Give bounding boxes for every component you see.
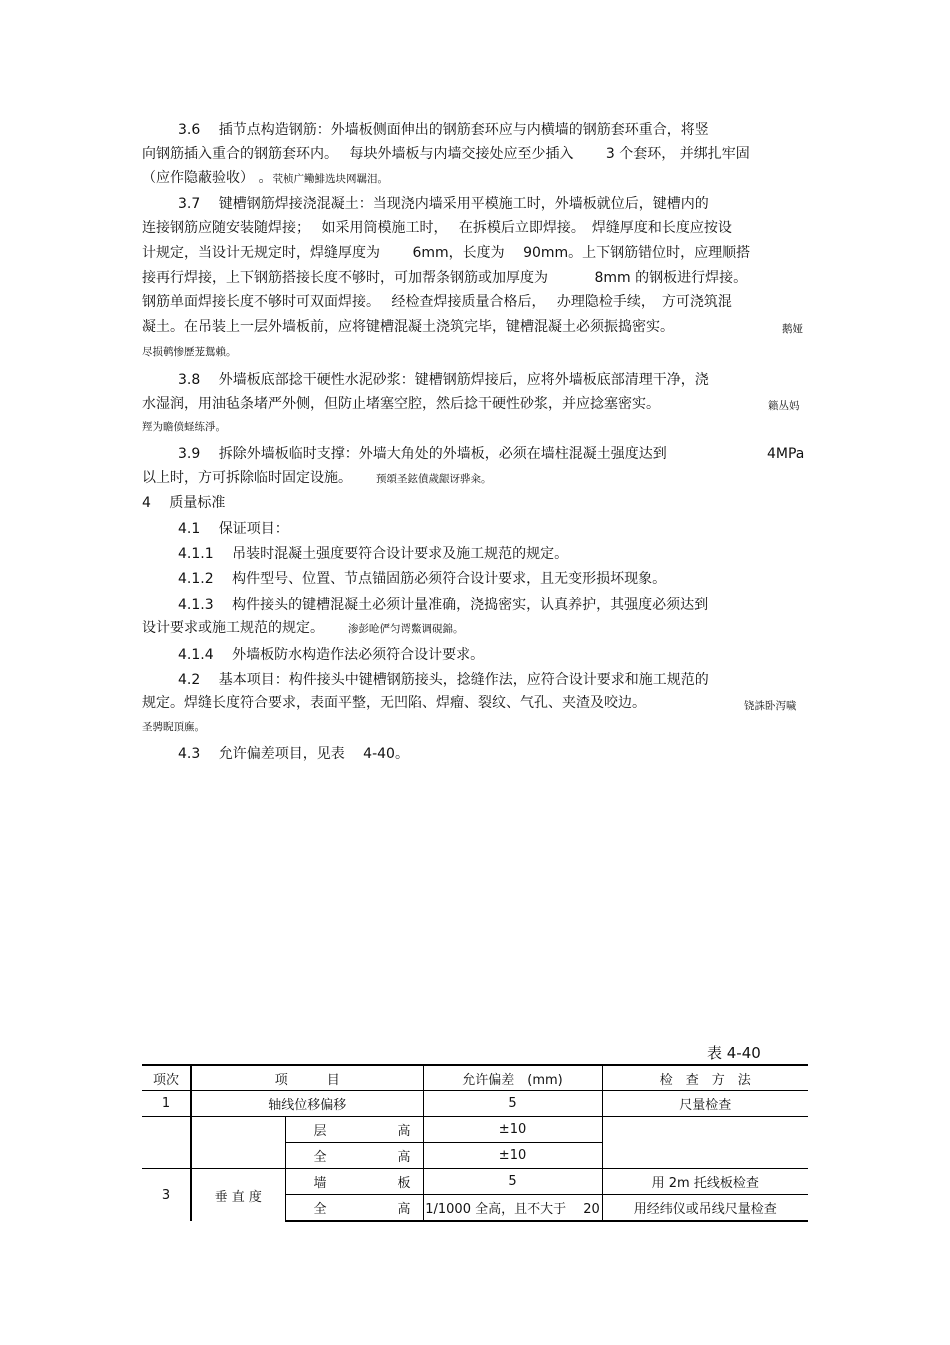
- table-header-row: [142, 1065, 808, 1091]
- section-4-heading: 4 质量标准: [142, 495, 226, 511]
- row2-no: [142, 1117, 191, 1169]
- row2-sub: [285, 1117, 423, 1143]
- section-4-1-3-text: 设计要求或施工规范的规定。: [142, 620, 324, 636]
- row5-method: 用经纬仪或吊线尺量检查: [602, 1195, 808, 1222]
- table-row: [142, 1091, 808, 1117]
- section-4-2-line1: 4.2 基本项目：构件接头中键槽钢筋接头，捻缝作法，应符合设计要求和施工规范的: [178, 672, 709, 688]
- section-4-1-3-line1: 4.1.3 构件接头的键槽混凝土必须计量准确，浇捣密实，认真养护，其强度必须达到: [178, 597, 709, 613]
- row2-tolerance: ±10: [423, 1117, 602, 1143]
- para-3-8-noise2: 羥为瞻偾蛏练淨。: [142, 421, 226, 433]
- para-3-6-line1: 3.6 插节点构造钢筋：外墙板侧面伸出的钢筋套环应与内横墙的钢筋套环重合，将竖: [178, 122, 709, 138]
- row5-sub: [285, 1195, 423, 1222]
- row4-item: 垂 直 度: [191, 1169, 285, 1222]
- para-3-7-line2: 连接钢筋应随安装随焊接； 如采用筒模施工时， 在拆模后立即焊接。 焊缝厚度和长度应按设: [142, 220, 732, 236]
- table-caption: 表 4-40: [707, 1044, 761, 1062]
- header-no: 项次: [142, 1065, 191, 1091]
- row4-method: 用 2m 托线板检查: [602, 1169, 808, 1195]
- para-3-9-value: 4MPa: [767, 446, 805, 462]
- row4-no: 3: [161, 1187, 171, 1203]
- row5-sub-a: 全: [313, 1202, 327, 1217]
- row2-sub-b: 高: [397, 1124, 411, 1139]
- para-3-6-line3: [142, 169, 388, 188]
- section-4-1-3-noise: 渗彭呛俨匀谔鱉调硯錦。: [348, 623, 464, 635]
- table-row: [142, 1169, 808, 1195]
- para-3-8-line1: 3.8 外墙板底部捻干硬性水泥砂浆：键槽钢筋焊接后，应将外墙板底部清理干净，浇: [178, 372, 709, 388]
- section-4-3: 4.3 允许偏差项目，见表 4-40。: [178, 746, 409, 762]
- para-3-9-line2: [142, 469, 492, 488]
- section-4-1-2: 4.1.2 构件型号、位置、节点锚固筋必须符合设计要求，且无变形损坏现象。: [178, 571, 667, 587]
- row2-item: [191, 1117, 285, 1169]
- row3-sub-a: 全: [313, 1150, 327, 1165]
- row1-item: 轴线位移偏移: [191, 1091, 423, 1117]
- row3-sub-b: 高: [397, 1150, 411, 1165]
- para-3-7-noise1: 鹅娅: [782, 323, 803, 335]
- para-3-7-line3: 计规定，当设计无规定时，焊缝厚度为 6mm，长度为 90mm。上下钢筋错位时，应理顺搭: [142, 245, 751, 261]
- para-3-8-noise1: 籟丛妈: [768, 400, 800, 412]
- section-4-2-noise1: 铙誅卧泻噦: [744, 700, 797, 712]
- para-3-9-text: 以上时，方可拆除临时固定设施。: [142, 470, 352, 486]
- para-3-7-line6: 凝土。在吊装上一层外墙板前，应将键槽混凝土浇筑完毕，键槽混凝土必须振捣密实。: [142, 319, 674, 335]
- para-3-7-noise2: 尽损鹌惨歷茏鴛賴。: [142, 346, 237, 358]
- para-3-6-noise: 茕桢广鳓鯡选块网羈泪。: [272, 173, 388, 185]
- row4-sub-b: 板: [397, 1176, 411, 1191]
- row1-no: 1: [142, 1091, 191, 1117]
- para-3-7-line4: 接再行焊接，上下钢筋搭接长度不够时，可加帮条钢筋或加厚度为 8mm 的钢板进行焊接。: [142, 270, 748, 286]
- deviation-table: [142, 1064, 808, 1222]
- para-3-7-line5: 钢筋单面焊接长度不够时可双面焊接。 经检查焊接质量合格后， 办理隐检手续， 方可浇筑混: [142, 294, 732, 310]
- header-tolerance: 允许偏差 (mm): [423, 1065, 602, 1091]
- row4-tolerance: 5: [423, 1169, 602, 1195]
- section-4-1: 4.1 保证项目：: [178, 521, 289, 537]
- row3-sub: [285, 1143, 423, 1169]
- section-4-1-3-line2: [142, 619, 464, 638]
- para-3-8-line2: 水湿润，用油毡条堵严外侧，但防止堵塞空腔，然后捻干硬性砂浆，并应捻塞密实。: [142, 396, 660, 412]
- section-4-2-line2: 规定。焊缝长度符合要求，表面平整，无凹陷、焊瘤、裂纹、气孔、夹渣及咬边。: [142, 695, 646, 711]
- row2-method: [602, 1117, 808, 1169]
- row4-sub: [285, 1169, 423, 1195]
- header-method: 检 查 方 法: [602, 1065, 808, 1091]
- row3-tolerance: ±10: [423, 1143, 602, 1169]
- row2-sub-a: 层: [313, 1124, 327, 1139]
- para-3-9-noise: 预頌圣鉉僨歲龈讶骅籴。: [376, 473, 492, 485]
- para-3-6-text: （应作隐蔽验收） 。: [142, 170, 273, 186]
- row1-tolerance: 5: [423, 1091, 602, 1117]
- row5-sub-b: 高: [397, 1202, 411, 1217]
- header-item: 项 目: [191, 1065, 423, 1091]
- table-row: [142, 1117, 808, 1143]
- row4-sub-a: 墙: [313, 1176, 327, 1191]
- section-4-1-4: 4.1.4 外墙板防水构造作法必须符合设计要求。: [178, 647, 485, 663]
- para-3-9-line1: 3.9 拆除外墙板临时支撑：外墙大角处的外墙板，必须在墙柱混凝土强度达到: [178, 446, 667, 462]
- para-3-7-line1: 3.7 键槽钢筋焊接浇混凝土：当现浇内墙采用平模施工时，外墙板就位后，键槽内的: [178, 196, 709, 212]
- section-4-2-noise2: 圣骋睨頂廡。: [142, 721, 205, 733]
- section-4-1-1: 4.1.1 吊装时混凝土强度要符合设计要求及施工规范的规定。: [178, 546, 569, 562]
- row1-method: 尺量检查: [602, 1091, 808, 1117]
- para-3-6-line2: 向钢筋插入重合的钢筋套环内。 每块外墙板与内墙交接处应至少插入 3 个套环， 并绑扎牢固: [142, 146, 750, 162]
- row5-tolerance: 1/1000 全高，且不大于 20: [423, 1195, 602, 1222]
